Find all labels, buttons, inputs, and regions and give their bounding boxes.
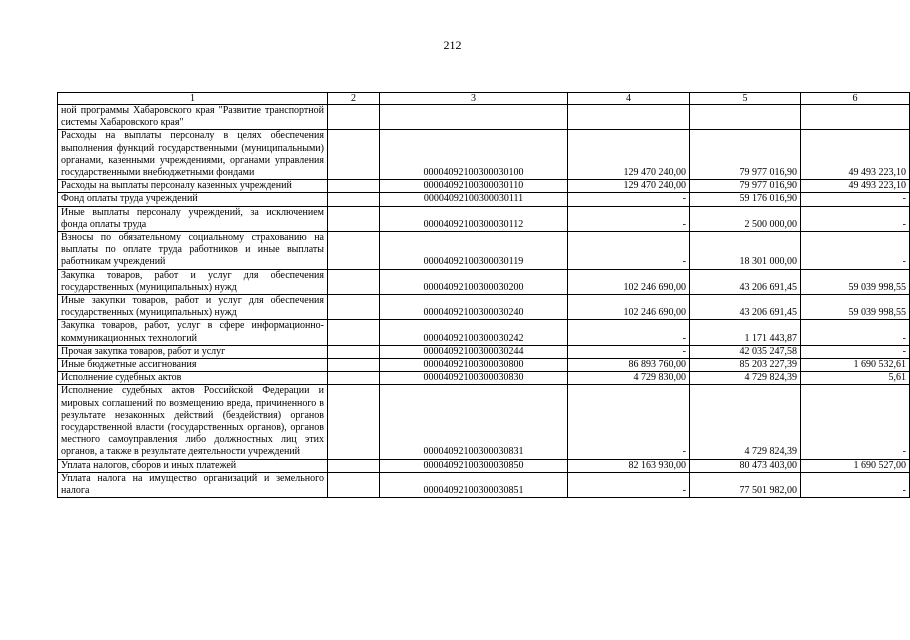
row-col2-cell — [328, 105, 380, 130]
row-name-cell: Закупка товаров, работ, услуг в сфере информационно-коммуникационных технологий — [58, 320, 328, 345]
row-col2-cell — [328, 372, 380, 385]
row-executed-cell — [690, 105, 801, 130]
row-name-cell: Фонд оплаты труда учреждений — [58, 193, 328, 206]
row-executed-cell: 1 171 443,87 — [690, 320, 801, 345]
row-name-cell: ной программы Хабаровского края "Развитие транспортной системы Хабаровского края" — [58, 105, 328, 130]
row-executed-cell: 79 977 016,90 — [690, 130, 801, 180]
row-col2-cell — [328, 345, 380, 358]
row-approved-cell: - — [568, 385, 690, 459]
row-unexecuted-cell: 1 690 532,61 — [801, 359, 910, 372]
row-name-cell: Иные бюджетные ассигнования — [58, 359, 328, 372]
row-approved-cell: - — [568, 345, 690, 358]
row-code-cell: 00004092100300030831 — [380, 385, 568, 459]
table-row — [58, 295, 910, 320]
table-row — [58, 372, 910, 385]
row-approved-cell — [568, 105, 690, 130]
row-col2-cell — [328, 359, 380, 372]
table-row — [58, 459, 910, 472]
row-name-cell: Расходы на выплаты персоналу казенных учреждений — [58, 180, 328, 193]
row-executed-cell: 2 500 000,00 — [690, 206, 801, 231]
table-row — [58, 232, 910, 270]
row-code-cell: 00004092100300030244 — [380, 345, 568, 358]
row-name-cell: Закупка товаров, работ и услуг для обеспечения государственных (муниципальных) нужд — [58, 269, 328, 294]
row-name-cell: Расходы на выплаты персоналу в целях обеспечения выполнения функций государственными (муниципальными) органами, казенными учреждениями, органами управления государственными внебюджетными фондами — [58, 130, 328, 180]
row-executed-cell: 42 035 247,58 — [690, 345, 801, 358]
row-executed-cell: 59 176 016,90 — [690, 193, 801, 206]
row-code-cell: 00004092100300030830 — [380, 372, 568, 385]
row-unexecuted-cell: 49 493 223,10 — [801, 180, 910, 193]
row-name-cell: Уплата налогов, сборов и иных платежей — [58, 459, 328, 472]
row-unexecuted-cell: 5,61 — [801, 372, 910, 385]
row-approved-cell: - — [568, 232, 690, 270]
column-header: 3 — [380, 93, 568, 105]
column-header: 2 — [328, 93, 380, 105]
row-code-cell: 00004092100300030200 — [380, 269, 568, 294]
row-approved-cell: 129 470 240,00 — [568, 130, 690, 180]
table-row — [58, 359, 910, 372]
row-unexecuted-cell: - — [801, 193, 910, 206]
row-unexecuted-cell: 59 039 998,55 — [801, 295, 910, 320]
column-header: 4 — [568, 93, 690, 105]
row-approved-cell: - — [568, 206, 690, 231]
row-code-cell: 00004092100300030111 — [380, 193, 568, 206]
row-executed-cell: 80 473 403,00 — [690, 459, 801, 472]
table-row — [58, 130, 910, 180]
row-executed-cell: 85 203 227,39 — [690, 359, 801, 372]
row-code-cell: 00004092100300030242 — [380, 320, 568, 345]
row-approved-cell: 129 470 240,00 — [568, 180, 690, 193]
row-code-cell: 00004092100300030110 — [380, 180, 568, 193]
row-approved-cell: 102 246 690,00 — [568, 269, 690, 294]
table-row — [58, 193, 910, 206]
row-approved-cell: - — [568, 320, 690, 345]
row-unexecuted-cell: - — [801, 320, 910, 345]
row-code-cell: 00004092100300030850 — [380, 459, 568, 472]
row-name-cell: Иные выплаты персоналу учреждений, за исключением фонда оплаты труда — [58, 206, 328, 231]
row-approved-cell: 86 893 760,00 — [568, 359, 690, 372]
row-executed-cell: 77 501 982,00 — [690, 472, 801, 497]
budget-execution-table — [57, 92, 910, 498]
row-executed-cell: 18 301 000,00 — [690, 232, 801, 270]
row-code-cell: 00004092100300030851 — [380, 472, 568, 497]
row-name-cell: Уплата налога на имущество организаций и земельного налога — [58, 472, 328, 497]
row-code-cell: 00004092100300030100 — [380, 130, 568, 180]
row-col2-cell — [328, 295, 380, 320]
row-unexecuted-cell: - — [801, 472, 910, 497]
row-executed-cell: 79 977 016,90 — [690, 180, 801, 193]
row-name-cell: Исполнение судебных актов — [58, 372, 328, 385]
table-row — [58, 320, 910, 345]
table-row — [58, 345, 910, 358]
row-approved-cell: 4 729 830,00 — [568, 372, 690, 385]
table-row — [58, 472, 910, 497]
table-header-row — [58, 93, 910, 105]
row-unexecuted-cell: 1 690 527,00 — [801, 459, 910, 472]
row-unexecuted-cell — [801, 105, 910, 130]
page-number: 212 — [443, 38, 462, 52]
row-col2-cell — [328, 206, 380, 231]
row-col2-cell — [328, 385, 380, 459]
row-col2-cell — [328, 269, 380, 294]
row-executed-cell: 43 206 691,45 — [690, 295, 801, 320]
row-executed-cell: 4 729 824,39 — [690, 372, 801, 385]
row-unexecuted-cell: - — [801, 232, 910, 270]
table-row — [58, 180, 910, 193]
row-col2-cell — [328, 472, 380, 497]
row-code-cell: 00004092100300030240 — [380, 295, 568, 320]
table-row — [58, 269, 910, 294]
row-name-cell: Взносы по обязательному социальному страхованию на выплаты по оплате труда работников и иные выплаты работникам учреждений — [58, 232, 328, 270]
row-col2-cell — [328, 232, 380, 270]
row-name-cell: Иные закупки товаров, работ и услуг для обеспечения государственных (муниципальных) нужд — [58, 295, 328, 320]
column-header: 1 — [58, 93, 328, 105]
row-col2-cell — [328, 180, 380, 193]
row-unexecuted-cell: - — [801, 206, 910, 231]
column-header: 6 — [801, 93, 910, 105]
row-approved-cell: - — [568, 472, 690, 497]
row-unexecuted-cell: 49 493 223,10 — [801, 130, 910, 180]
row-name-cell: Исполнение судебных актов Российской Федерации и мировых соглашений по возмещению вреда, причиненного в результате незаконных действий (бездействия) органов государственной власти (государственных органов), органов местного самоуправления либо должностных лиц этих органов, а также в результате деятельности учреждений — [58, 385, 328, 459]
row-executed-cell: 43 206 691,45 — [690, 269, 801, 294]
row-code-cell — [380, 105, 568, 130]
row-approved-cell: 82 163 930,00 — [568, 459, 690, 472]
table-row — [58, 206, 910, 231]
column-header: 5 — [690, 93, 801, 105]
table-row — [58, 105, 910, 130]
row-unexecuted-cell: - — [801, 345, 910, 358]
row-code-cell: 00004092100300030119 — [380, 232, 568, 270]
row-col2-cell — [328, 193, 380, 206]
row-col2-cell — [328, 130, 380, 180]
row-approved-cell: 102 246 690,00 — [568, 295, 690, 320]
row-col2-cell — [328, 459, 380, 472]
row-col2-cell — [328, 320, 380, 345]
row-approved-cell: - — [568, 193, 690, 206]
row-unexecuted-cell: - — [801, 385, 910, 459]
row-code-cell: 00004092100300030112 — [380, 206, 568, 231]
row-name-cell: Прочая закупка товаров, работ и услуг — [58, 345, 328, 358]
row-unexecuted-cell: 59 039 998,55 — [801, 269, 910, 294]
row-code-cell: 00004092100300030800 — [380, 359, 568, 372]
table-row — [58, 385, 910, 459]
row-executed-cell: 4 729 824,39 — [690, 385, 801, 459]
